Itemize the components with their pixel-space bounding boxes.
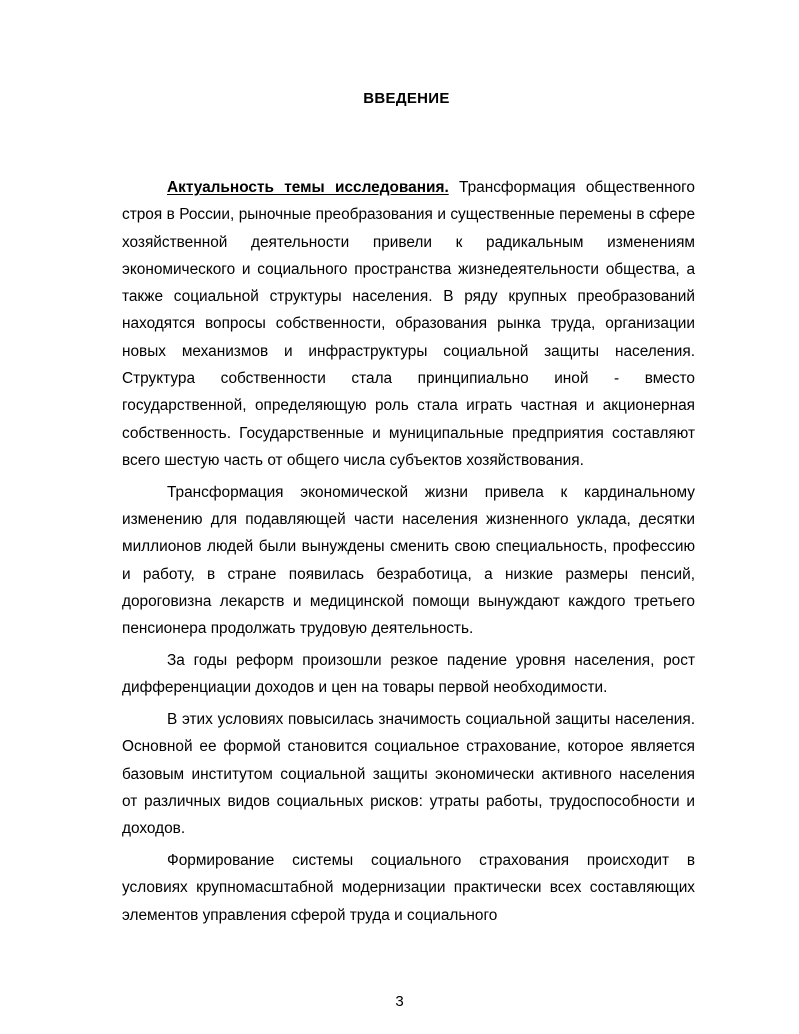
paragraph-1-text: Трансформация общественного строя в России, рыночные преобразования и существенные перемены в сфере хозяйственной деятельности привели к радикальным изменениям экономического и социального пространства жизнедеятельности общества, а также социальной структуры населения. В ряду крупных преобразований находятся вопросы собственности, образования рынка труда, организации новых механизмов и инфраструктуры социальной защиты населения. Структура собственности стала принципиально иной - вместо государственной, определяющую роль стала играть частная и акционерная собственность. Государственные и муниципальные предприятия составляют всего шестую часть от общего числа субъектов хозяйствования. [122, 179, 695, 469]
page-title: ВВЕДЕНИЕ [363, 90, 450, 107]
page-number: 3 [395, 993, 404, 1010]
section-lead-phrase: Актуальность темы исследования. [167, 179, 449, 196]
paragraph-2: Трансформация экономической жизни привела к кардинальному изменению для подавляющей части населения жизненного уклада, десятки миллионов людей были вынуждены сменить свою специальность, профессию и работу, в стране появилась безработица, а низкие размеры пенсий, дороговизна лекарств и медицинской помощи вынуждают каждого третьего пенсионера продолжать трудовую деятельность. [122, 483, 695, 638]
body-text [122, 174, 695, 929]
paragraph-1 [122, 174, 695, 474]
paragraph-4: В этих условиях повысилась значимость социальной защиты населения. Основной ее формой становится социальное страхование, которое является базовым институтом социальной защиты экономически активного населения от различных видов социальных рисков: утраты работы, трудоспособности и доходов. [122, 711, 695, 838]
paragraph-5: Формирование системы социального страхования происходит в условиях крупномасштабной модернизации практически всех составляющих элементов управления сферой труда и социального [122, 852, 695, 924]
paragraph-3: За годы реформ произошли резкое падение уровня населения, рост дифференциации доходов и цен на товары первой необходимости. [122, 652, 695, 697]
